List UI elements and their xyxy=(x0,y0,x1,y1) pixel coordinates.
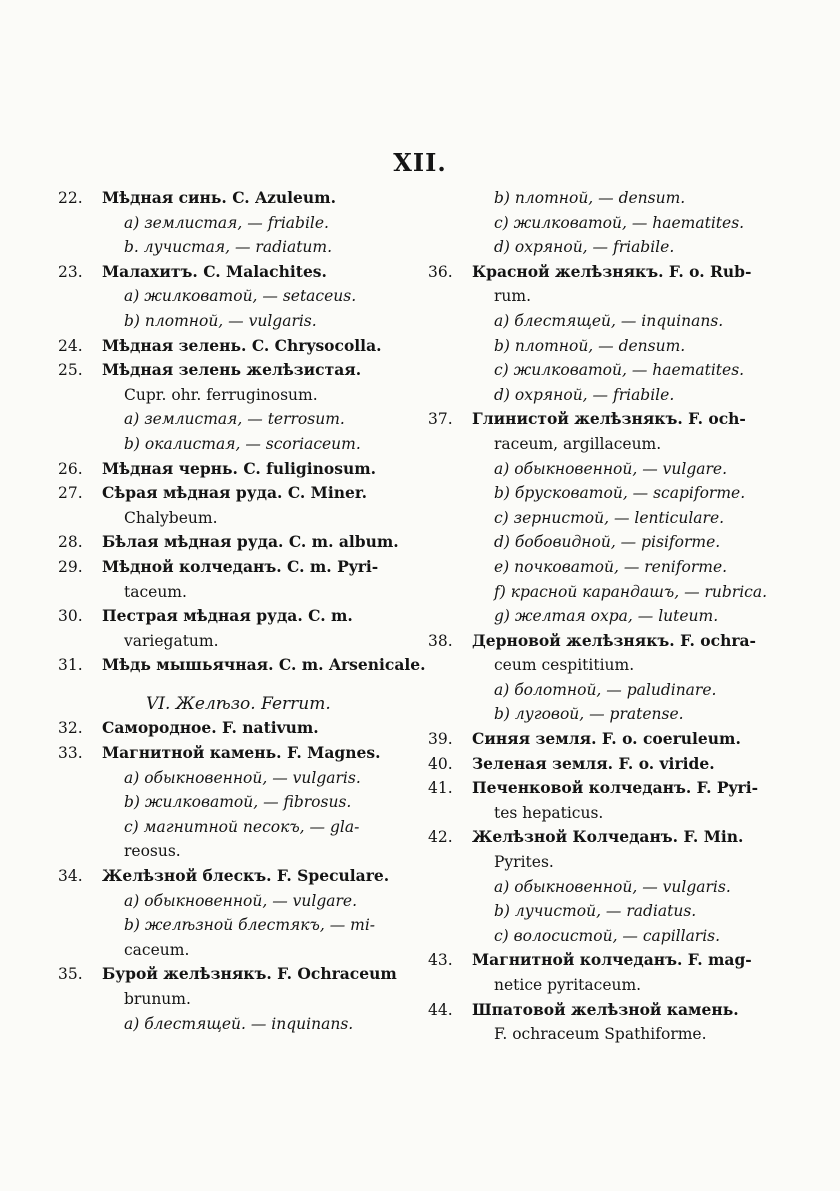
catalog-line xyxy=(428,334,788,359)
catalog-line xyxy=(428,506,788,531)
catalog-line xyxy=(428,875,788,900)
entry-number: 34. xyxy=(58,867,83,886)
entry-text: c) жилковатой, — haematites. xyxy=(494,213,745,232)
catalog-line xyxy=(58,790,426,815)
catalog-line xyxy=(58,987,426,1012)
entry-text: Печенковой колчеданъ. F. Pyri- xyxy=(472,778,759,798)
spacer xyxy=(58,678,426,692)
entry-text: g) желтая охра, — luteum. xyxy=(494,607,719,626)
entry-text: f) красной карандашъ, — rubrica. xyxy=(494,582,768,601)
entry-text: b) желѣзной блестякъ, — mi- xyxy=(124,916,376,935)
catalog-line xyxy=(58,530,426,555)
catalog-line xyxy=(58,629,426,654)
catalog-line xyxy=(428,948,788,973)
entry-text: b) окалистая, — scoriaceum. xyxy=(124,434,361,453)
entry-text: d) бобовидной, — pisiforme. xyxy=(494,533,721,552)
entry-text: Бурой желѣзнякъ. F. Ochraceum xyxy=(102,964,397,984)
catalog-line xyxy=(428,481,788,506)
catalog-line xyxy=(58,741,426,766)
catalog-line xyxy=(428,358,788,383)
entry-number: 22. xyxy=(58,189,83,207)
entry-text: Pyrites. xyxy=(494,853,554,872)
catalog-line xyxy=(428,457,788,482)
page-number: XII. xyxy=(393,148,447,177)
catalog-line xyxy=(428,604,788,629)
catalog-line xyxy=(58,211,426,236)
entry-text: b) плотной, — densum. xyxy=(494,189,686,207)
entry-text: tes hepaticus. xyxy=(494,803,604,822)
entry-text: Мѣдная зелень. C. Chrysocolla. xyxy=(102,335,382,355)
entry-number: 36. xyxy=(428,262,453,281)
catalog-line xyxy=(58,235,426,260)
entry-text: a) землистая, — terrosum. xyxy=(124,410,345,429)
catalog-line xyxy=(58,432,426,457)
catalog-line xyxy=(58,938,426,963)
catalog-line xyxy=(428,211,788,236)
entry-text: Желѣзной Колчеданъ. F. Min. xyxy=(472,827,744,847)
entry-number: 24. xyxy=(58,336,83,355)
entry-number: 39. xyxy=(428,730,453,749)
catalog-line xyxy=(428,383,788,408)
entry-text: b) плотной, — densum. xyxy=(494,336,686,355)
entry-number: 23. xyxy=(58,262,83,281)
catalog-line xyxy=(428,973,788,998)
entry-text: c) магнитной песокъ, — gla- xyxy=(124,817,360,836)
catalog-line xyxy=(428,580,788,605)
entry-text: Мѣдная синь. C. Azuleum. xyxy=(102,188,336,207)
catalog-line xyxy=(58,913,426,938)
entry-text: c) волосистой, — capillaris. xyxy=(494,926,721,945)
catalog-line xyxy=(428,801,788,826)
catalog-line xyxy=(58,506,426,531)
catalog-line xyxy=(58,889,426,914)
entry-text: brunum. xyxy=(124,990,191,1008)
catalog-line xyxy=(58,839,426,864)
entry-number: 43. xyxy=(428,951,453,970)
entry-text: Магнитной камень. F. Magnes. xyxy=(102,743,381,763)
catalog-line xyxy=(428,432,788,457)
right-column xyxy=(428,186,788,1047)
catalog-line xyxy=(58,186,426,211)
catalog-line xyxy=(428,702,788,727)
entry-text: Зеленая земля. F. o. viride. xyxy=(472,753,715,773)
catalog-line xyxy=(428,530,788,555)
entry-text: VI. Желѣзо. Ferrum. xyxy=(146,693,331,714)
entry-text: Сѣрая мѣдная руда. C. Miner. xyxy=(102,483,367,503)
entry-text: F. ochraceum Spathiforme. xyxy=(494,1025,707,1044)
entry-number: 44. xyxy=(428,1000,453,1019)
catalog-line xyxy=(58,815,426,840)
entry-text: a) болотной, — paludinare. xyxy=(494,680,717,699)
entry-text: Бѣлая мѣдная руда. C. m. album. xyxy=(102,532,399,552)
entry-text: Самородное. F. nativum. xyxy=(102,718,319,738)
entry-text: ceum cespititium. xyxy=(494,656,635,675)
entry-text: d) охряной, — friabile. xyxy=(494,385,675,404)
catalog-line xyxy=(58,334,426,359)
entry-text: Chalybeum. xyxy=(124,508,218,527)
catalog-line xyxy=(428,186,788,211)
catalog-line xyxy=(428,555,788,580)
entry-text: b) лучистой, — radiatus. xyxy=(494,902,697,921)
catalog-line xyxy=(428,407,788,432)
catalog-line xyxy=(428,653,788,678)
entry-text: caceum. xyxy=(124,940,190,959)
catalog-line xyxy=(428,899,788,924)
entry-text: c) жилковатой, — haematites. xyxy=(494,361,745,380)
catalog-line xyxy=(428,998,788,1023)
catalog-line xyxy=(58,284,426,309)
left-column xyxy=(58,186,426,1036)
catalog-line xyxy=(428,629,788,654)
entry-text: Шпатовой желѣзной камень. xyxy=(472,999,739,1019)
entry-text: e) почковатой, — reniforme. xyxy=(494,557,728,576)
entry-text: Мѣдная зелень желѣзистая. xyxy=(102,360,362,380)
catalog-line xyxy=(58,383,426,408)
entry-text: d) охряной, — friabile. xyxy=(494,238,675,257)
entry-number: 31. xyxy=(58,656,83,675)
entry-number: 40. xyxy=(428,754,453,773)
catalog-line xyxy=(58,309,426,334)
entry-text: c) зернистой, — lenticulare. xyxy=(494,508,725,527)
entry-number: 42. xyxy=(428,828,453,847)
catalog-line xyxy=(58,358,426,383)
entry-text: a) жилковатой, — setaceus. xyxy=(124,287,357,306)
catalog-line xyxy=(58,481,426,506)
entry-number: 29. xyxy=(58,557,83,576)
entry-text: a) землистая, — friabile. xyxy=(124,213,329,232)
entry-text: taceum. xyxy=(124,582,187,601)
entry-text: b) жилковатой, — fibrosus. xyxy=(124,793,352,812)
catalog-line xyxy=(58,766,426,791)
entry-text: Желѣзной блескъ. F. Speculare. xyxy=(102,866,390,886)
entry-number: 28. xyxy=(58,533,83,552)
entry-number: 32. xyxy=(58,719,83,738)
entry-number: 25. xyxy=(58,361,83,380)
entry-text: a) обыкновенной, — vulgaris. xyxy=(494,877,731,896)
catalog-line xyxy=(58,457,426,482)
entry-text: b) луговой, — pratense. xyxy=(494,705,684,724)
entry-text: a) блестящей. — inquinans. xyxy=(124,1014,354,1033)
catalog-line xyxy=(428,284,788,309)
entry-text: Мѣдной колчеданъ. C. m. Pyri- xyxy=(102,556,379,576)
catalog-line xyxy=(58,407,426,432)
entry-text: b) плотной, — vulgaris. xyxy=(124,311,317,330)
entry-number: 26. xyxy=(58,459,83,478)
catalog-line xyxy=(428,1022,788,1047)
entry-text: raceum, argillaceum. xyxy=(494,434,662,453)
catalog-line xyxy=(58,716,426,741)
catalog-line xyxy=(428,850,788,875)
catalog-line xyxy=(428,235,788,260)
entry-text: Малахитъ. C. Malachites. xyxy=(102,261,327,281)
entry-number: 30. xyxy=(58,607,83,626)
catalog-line xyxy=(428,727,788,752)
catalog-line xyxy=(428,825,788,850)
entry-text: rum. xyxy=(494,287,532,306)
entry-text: netice pyritaceum. xyxy=(494,976,642,994)
entry-number: 27. xyxy=(58,484,83,503)
entry-text: Красной желѣзнякъ. F. o. Rub- xyxy=(472,261,752,281)
entry-text: Cupr. ohr. ferruginosum. xyxy=(124,385,318,404)
catalog-line xyxy=(428,776,788,801)
entry-text: Пестрая мѣдная руда. C. m. xyxy=(102,606,353,626)
catalog-line xyxy=(428,260,788,285)
entry-number: 35. xyxy=(58,965,83,984)
entry-text: reosus. xyxy=(124,842,181,861)
entry-text: Дерновой желѣзнякъ. F. ochra- xyxy=(472,630,756,650)
entry-number: 41. xyxy=(428,779,453,798)
entry-text: variegatum. xyxy=(124,631,219,650)
catalog-line xyxy=(428,309,788,334)
entry-text: Магнитной колчеданъ. F. mag- xyxy=(472,950,752,970)
section-heading xyxy=(58,692,426,717)
entry-text: Глинистой желѣзнякъ. F. och- xyxy=(472,409,746,429)
entry-text: Мѣдная чернь. C. fuliginosum. xyxy=(102,458,377,478)
entry-text: a) блестящей, — inquinans. xyxy=(494,311,724,330)
catalog-line xyxy=(428,752,788,777)
entry-number: 38. xyxy=(428,631,453,650)
catalog-line xyxy=(428,924,788,949)
entry-text: a) обыкновенной, — vulgare. xyxy=(124,891,358,910)
catalog-line xyxy=(58,604,426,629)
catalog-line xyxy=(58,260,426,285)
catalog-line xyxy=(428,678,788,703)
entry-text: b) брусковатой, — scapiforme. xyxy=(494,484,746,503)
entry-number: 33. xyxy=(58,744,83,763)
entry-text: b. лучистая, — radiatum. xyxy=(124,238,333,257)
catalog-line xyxy=(58,1012,426,1037)
entry-text: Мѣдь мышьячная. C. m. Arsenicale. xyxy=(102,655,426,675)
catalog-line xyxy=(58,864,426,889)
entry-number: 37. xyxy=(428,410,453,429)
catalog-line xyxy=(58,555,426,580)
catalog-line xyxy=(58,962,426,987)
entry-text: a) обыкновенной, — vulgare. xyxy=(494,459,728,478)
entry-text: Синяя земля. F. o. coeruleum. xyxy=(472,729,741,749)
catalog-line xyxy=(58,653,426,678)
entry-text: a) обыкновенной, — vulgaris. xyxy=(124,768,361,787)
catalog-line xyxy=(58,580,426,605)
